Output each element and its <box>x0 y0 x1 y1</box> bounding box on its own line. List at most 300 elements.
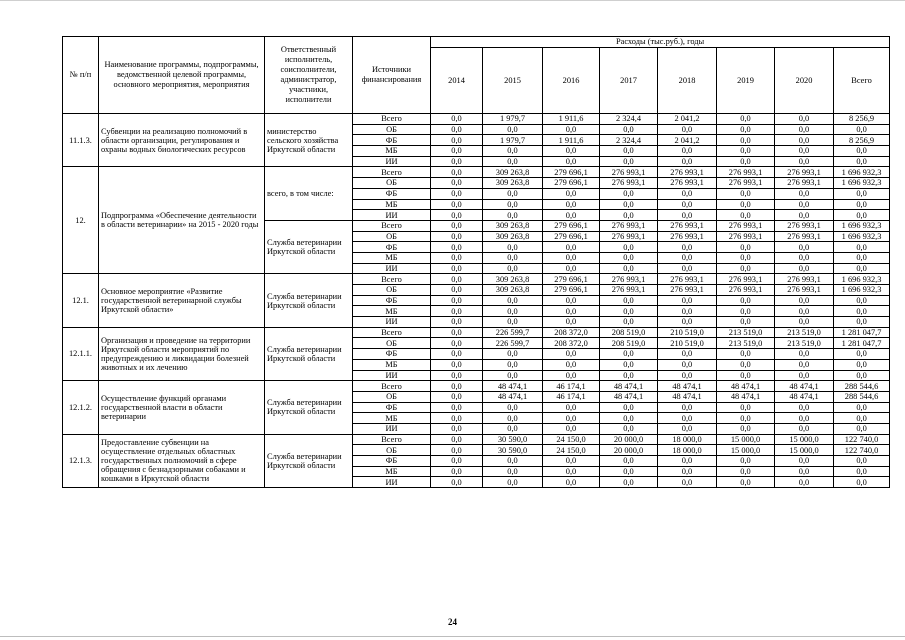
funding-source: Всего <box>353 274 431 285</box>
year-value: 276 993,1 <box>717 167 775 178</box>
total-value: 0,0 <box>834 242 890 253</box>
year-value: 0,0 <box>775 242 834 253</box>
year-value: 0,0 <box>717 466 775 477</box>
year-value: 0,0 <box>483 402 543 413</box>
year-value: 0,0 <box>775 402 834 413</box>
year-value: 0,0 <box>717 210 775 221</box>
year-value: 46 174,1 <box>543 381 600 392</box>
year-value: 0,0 <box>717 199 775 210</box>
year-value: 0,0 <box>431 167 483 178</box>
year-value: 48 474,1 <box>775 381 834 392</box>
year-value: 1 911,6 <box>543 135 600 146</box>
year-value: 0,0 <box>775 370 834 381</box>
year-value: 276 993,1 <box>600 178 658 189</box>
year-value: 309 263,8 <box>483 231 543 242</box>
year-value: 0,0 <box>431 210 483 221</box>
year-value: 0,0 <box>431 456 483 467</box>
year-value: 279 696,1 <box>543 231 600 242</box>
year-value: 0,0 <box>658 295 717 306</box>
year-value: 0,0 <box>483 349 543 360</box>
total-value: 288 544,6 <box>834 381 890 392</box>
year-value: 48 474,1 <box>717 381 775 392</box>
year-value: 208 519,0 <box>600 327 658 338</box>
year-value: 0,0 <box>431 220 483 231</box>
page-number: 24 <box>448 617 457 627</box>
year-value: 0,0 <box>543 263 600 274</box>
year-value: 0,0 <box>543 402 600 413</box>
year-value: 30 590,0 <box>483 445 543 456</box>
year-value: 0,0 <box>431 188 483 199</box>
year-value: 0,0 <box>717 306 775 317</box>
year-value: 276 993,1 <box>717 178 775 189</box>
header-year: 2020 <box>775 48 834 114</box>
item-number: 12. <box>63 167 99 274</box>
year-value: 276 993,1 <box>600 231 658 242</box>
year-value: 276 993,1 <box>658 167 717 178</box>
funding-source: ОБ <box>353 231 431 242</box>
funding-source: ФБ <box>353 349 431 360</box>
header-total: Всего <box>834 48 890 114</box>
year-value: 0,0 <box>658 306 717 317</box>
funding-source: МБ <box>353 413 431 424</box>
table-row <box>63 167 890 178</box>
funding-source: Всего <box>353 381 431 392</box>
year-value: 0,0 <box>431 466 483 477</box>
funding-source: Всего <box>353 434 431 445</box>
year-value: 0,0 <box>600 263 658 274</box>
year-value: 0,0 <box>717 156 775 167</box>
total-value: 0,0 <box>834 263 890 274</box>
year-value: 0,0 <box>431 114 483 125</box>
year-value: 0,0 <box>717 263 775 274</box>
total-value: 0,0 <box>834 402 890 413</box>
header-year: 2017 <box>600 48 658 114</box>
year-value: 0,0 <box>483 413 543 424</box>
year-value: 15 000,0 <box>775 434 834 445</box>
year-value: 0,0 <box>600 370 658 381</box>
funding-source: МБ <box>353 199 431 210</box>
year-value: 0,0 <box>717 359 775 370</box>
year-value: 213 519,0 <box>775 338 834 349</box>
year-value: 276 993,1 <box>658 178 717 189</box>
total-value: 288 544,6 <box>834 391 890 402</box>
table-row <box>63 274 890 285</box>
year-value: 0,0 <box>543 413 600 424</box>
year-value: 0,0 <box>600 210 658 221</box>
year-value: 0,0 <box>775 466 834 477</box>
year-value: 276 993,1 <box>658 285 717 296</box>
year-value: 210 519,0 <box>658 327 717 338</box>
header-num: № п/п <box>63 37 99 114</box>
table-row <box>63 327 890 338</box>
year-value: 20 000,0 <box>600 434 658 445</box>
year-value: 0,0 <box>658 359 717 370</box>
header-year: 2019 <box>717 48 775 114</box>
year-value: 0,0 <box>717 370 775 381</box>
year-value: 0,0 <box>658 477 717 488</box>
funding-source: ОБ <box>353 338 431 349</box>
year-value: 0,0 <box>658 156 717 167</box>
funding-source: МБ <box>353 252 431 263</box>
year-value: 2 041,2 <box>658 114 717 125</box>
total-value: 0,0 <box>834 146 890 157</box>
year-value: 0,0 <box>600 146 658 157</box>
year-value: 276 993,1 <box>717 231 775 242</box>
year-value: 0,0 <box>658 146 717 157</box>
year-value: 0,0 <box>431 178 483 189</box>
year-value: 0,0 <box>717 402 775 413</box>
year-value: 15 000,0 <box>717 445 775 456</box>
item-name: Осуществление функций органами государственной власти в области ветеринарии <box>99 381 265 434</box>
item-number: 12.1.2. <box>63 381 99 434</box>
year-value: 24 150,0 <box>543 445 600 456</box>
total-value: 1 696 932,3 <box>834 274 890 285</box>
year-value: 0,0 <box>483 456 543 467</box>
funding-source: ИИ <box>353 423 431 434</box>
item-number: 12.1.1. <box>63 327 99 380</box>
total-value: 0,0 <box>834 413 890 424</box>
year-value: 276 993,1 <box>775 178 834 189</box>
year-value: 276 993,1 <box>775 231 834 242</box>
year-value: 0,0 <box>717 423 775 434</box>
year-value: 279 696,1 <box>543 178 600 189</box>
year-value: 0,0 <box>431 274 483 285</box>
item-responsible: Служба ветеринарии Иркутской области <box>265 220 353 273</box>
year-value: 0,0 <box>658 188 717 199</box>
page-edge-top <box>0 0 905 1</box>
year-value: 309 263,8 <box>483 178 543 189</box>
year-value: 0,0 <box>543 210 600 221</box>
year-value: 15 000,0 <box>717 434 775 445</box>
item-name: Предоставление субвенции на осуществление отдельных областных государственных полномочий в сфере обращения с безнадзорными собаками и кошками в Иркутской области <box>99 434 265 487</box>
funding-source: ИИ <box>353 263 431 274</box>
year-value: 0,0 <box>717 242 775 253</box>
year-value: 0,0 <box>658 402 717 413</box>
year-value: 0,0 <box>658 252 717 263</box>
year-value: 0,0 <box>483 477 543 488</box>
item-number: 12.1. <box>63 274 99 327</box>
year-value: 0,0 <box>658 210 717 221</box>
year-value: 0,0 <box>717 317 775 328</box>
year-value: 0,0 <box>483 146 543 157</box>
year-value: 48 474,1 <box>483 381 543 392</box>
year-value: 0,0 <box>775 456 834 467</box>
year-value: 0,0 <box>431 317 483 328</box>
total-value: 0,0 <box>834 370 890 381</box>
year-value: 309 263,8 <box>483 285 543 296</box>
item-responsible: Служба ветеринарии Иркутской области <box>265 327 353 380</box>
year-value: 0,0 <box>543 306 600 317</box>
funding-source: МБ <box>353 146 431 157</box>
year-value: 0,0 <box>717 413 775 424</box>
year-value: 208 372,0 <box>543 327 600 338</box>
year-value: 0,0 <box>483 210 543 221</box>
year-value: 276 993,1 <box>775 220 834 231</box>
header-year: 2015 <box>483 48 543 114</box>
header-responsible: Ответственный исполнитель, соисполнители, администратор, участники, исполнители <box>265 37 353 114</box>
total-value: 0,0 <box>834 423 890 434</box>
year-value: 0,0 <box>600 402 658 413</box>
item-name: Основное мероприятие «Развитие государственной ветеринарной службы Иркутской области» <box>99 274 265 327</box>
funding-source: ОБ <box>353 285 431 296</box>
year-value: 48 474,1 <box>658 381 717 392</box>
total-value: 0,0 <box>834 199 890 210</box>
funding-source: Всего <box>353 220 431 231</box>
year-value: 0,0 <box>431 338 483 349</box>
year-value: 0,0 <box>600 456 658 467</box>
year-value: 309 263,8 <box>483 274 543 285</box>
year-value: 0,0 <box>600 306 658 317</box>
header-expenses: Расходы (тыс.руб.), годы <box>431 37 890 48</box>
item-responsible: всего, в том числе: <box>265 167 353 220</box>
funding-source: ФБ <box>353 402 431 413</box>
page-edge-bottom <box>0 636 905 637</box>
year-value: 0,0 <box>658 370 717 381</box>
funding-source: Всего <box>353 167 431 178</box>
total-value: 0,0 <box>834 359 890 370</box>
budget-table <box>62 36 890 488</box>
item-responsible: Служба ветеринарии Иркутской области <box>265 434 353 487</box>
year-value: 276 993,1 <box>600 285 658 296</box>
year-value: 276 993,1 <box>600 220 658 231</box>
year-value: 0,0 <box>431 231 483 242</box>
table-row <box>63 114 890 125</box>
year-value: 48 474,1 <box>775 391 834 402</box>
year-value: 0,0 <box>543 199 600 210</box>
year-value: 0,0 <box>717 456 775 467</box>
funding-source: ОБ <box>353 391 431 402</box>
year-value: 279 696,1 <box>543 285 600 296</box>
item-responsible: Служба ветеринарии Иркутской области <box>265 274 353 327</box>
year-value: 0,0 <box>600 199 658 210</box>
year-value: 1 979,7 <box>483 135 543 146</box>
funding-source: ФБ <box>353 456 431 467</box>
year-value: 0,0 <box>431 423 483 434</box>
year-value: 0,0 <box>717 135 775 146</box>
year-value: 0,0 <box>717 349 775 360</box>
funding-source: ИИ <box>353 210 431 221</box>
total-value: 0,0 <box>834 456 890 467</box>
year-value: 0,0 <box>483 295 543 306</box>
total-value: 8 256,9 <box>834 114 890 125</box>
year-value: 0,0 <box>431 156 483 167</box>
year-value: 0,0 <box>543 370 600 381</box>
year-value: 0,0 <box>775 252 834 263</box>
year-value: 0,0 <box>543 146 600 157</box>
year-value: 0,0 <box>717 252 775 263</box>
total-value: 1 696 932,3 <box>834 285 890 296</box>
total-value: 1 696 932,3 <box>834 178 890 189</box>
year-value: 0,0 <box>717 146 775 157</box>
year-value: 208 372,0 <box>543 338 600 349</box>
year-value: 0,0 <box>543 242 600 253</box>
year-value: 0,0 <box>775 263 834 274</box>
year-value: 0,0 <box>775 156 834 167</box>
table-header <box>63 37 890 114</box>
year-value: 0,0 <box>775 295 834 306</box>
year-value: 0,0 <box>658 466 717 477</box>
year-value: 0,0 <box>431 263 483 274</box>
year-value: 0,0 <box>483 242 543 253</box>
year-value: 0,0 <box>600 413 658 424</box>
year-value: 0,0 <box>431 252 483 263</box>
total-value: 1 281 047,7 <box>834 327 890 338</box>
year-value: 0,0 <box>775 146 834 157</box>
year-value: 0,0 <box>717 188 775 199</box>
year-value: 30 590,0 <box>483 434 543 445</box>
year-value: 0,0 <box>600 349 658 360</box>
year-value: 0,0 <box>543 477 600 488</box>
year-value: 0,0 <box>658 263 717 274</box>
year-value: 48 474,1 <box>600 391 658 402</box>
total-value: 0,0 <box>834 295 890 306</box>
year-value: 0,0 <box>431 199 483 210</box>
year-value: 0,0 <box>543 349 600 360</box>
year-value: 0,0 <box>658 349 717 360</box>
year-value: 24 150,0 <box>543 434 600 445</box>
year-value: 0,0 <box>431 445 483 456</box>
year-value: 0,0 <box>431 349 483 360</box>
year-value: 48 474,1 <box>658 391 717 402</box>
header-source: Источники финансирования <box>353 37 431 114</box>
funding-source: ФБ <box>353 242 431 253</box>
funding-source: Всего <box>353 327 431 338</box>
year-value: 0,0 <box>431 381 483 392</box>
year-value: 213 519,0 <box>717 338 775 349</box>
year-value: 20 000,0 <box>600 445 658 456</box>
year-value: 0,0 <box>483 306 543 317</box>
year-value: 0,0 <box>775 188 834 199</box>
year-value: 0,0 <box>717 114 775 125</box>
year-value: 276 993,1 <box>775 274 834 285</box>
year-value: 2 324,4 <box>600 135 658 146</box>
year-value: 0,0 <box>483 188 543 199</box>
year-value: 276 993,1 <box>600 167 658 178</box>
year-value: 1 911,6 <box>543 114 600 125</box>
year-value: 276 993,1 <box>600 274 658 285</box>
year-value: 0,0 <box>658 317 717 328</box>
year-value: 0,0 <box>600 124 658 135</box>
year-value: 0,0 <box>658 199 717 210</box>
year-value: 0,0 <box>775 359 834 370</box>
year-value: 0,0 <box>483 423 543 434</box>
year-value: 0,0 <box>600 317 658 328</box>
total-value: 0,0 <box>834 466 890 477</box>
year-value: 48 474,1 <box>483 391 543 402</box>
year-value: 0,0 <box>543 456 600 467</box>
year-value: 0,0 <box>658 413 717 424</box>
year-value: 0,0 <box>543 317 600 328</box>
year-value: 18 000,0 <box>658 445 717 456</box>
year-value: 0,0 <box>483 252 543 263</box>
year-value: 0,0 <box>658 456 717 467</box>
year-value: 0,0 <box>431 370 483 381</box>
year-value: 276 993,1 <box>775 167 834 178</box>
total-value: 1 696 932,3 <box>834 231 890 242</box>
funding-source: МБ <box>353 306 431 317</box>
year-value: 213 519,0 <box>717 327 775 338</box>
year-value: 0,0 <box>775 199 834 210</box>
total-value: 0,0 <box>834 477 890 488</box>
year-value: 0,0 <box>600 295 658 306</box>
funding-source: ОБ <box>353 445 431 456</box>
year-value: 213 519,0 <box>775 327 834 338</box>
item-name: Субвенции на реализацию полномочий в области организации, регулирования и охраны водных биологических ресурсов <box>99 114 265 167</box>
year-value: 0,0 <box>543 252 600 263</box>
total-value: 1 696 932,3 <box>834 220 890 231</box>
header-year: 2018 <box>658 48 717 114</box>
total-value: 8 256,9 <box>834 135 890 146</box>
total-value: 0,0 <box>834 317 890 328</box>
year-value: 0,0 <box>483 359 543 370</box>
year-value: 0,0 <box>600 156 658 167</box>
total-value: 0,0 <box>834 306 890 317</box>
year-value: 0,0 <box>775 349 834 360</box>
table-row <box>63 434 890 445</box>
year-value: 276 993,1 <box>658 220 717 231</box>
year-value: 276 993,1 <box>717 285 775 296</box>
year-value: 0,0 <box>543 359 600 370</box>
year-value: 0,0 <box>658 242 717 253</box>
year-value: 0,0 <box>775 124 834 135</box>
year-value: 0,0 <box>483 317 543 328</box>
year-value: 0,0 <box>658 124 717 135</box>
funding-source: ИИ <box>353 477 431 488</box>
year-value: 276 993,1 <box>658 274 717 285</box>
year-value: 0,0 <box>717 124 775 135</box>
year-value: 276 993,1 <box>717 220 775 231</box>
year-value: 0,0 <box>658 423 717 434</box>
year-value: 208 519,0 <box>600 338 658 349</box>
year-value: 226 599,7 <box>483 327 543 338</box>
year-value: 0,0 <box>431 242 483 253</box>
funding-source: МБ <box>353 359 431 370</box>
year-value: 0,0 <box>775 317 834 328</box>
year-value: 0,0 <box>483 263 543 274</box>
year-value: 0,0 <box>600 423 658 434</box>
year-value: 226 599,7 <box>483 338 543 349</box>
year-value: 0,0 <box>483 466 543 477</box>
funding-source: ФБ <box>353 188 431 199</box>
year-value: 2 324,4 <box>600 114 658 125</box>
year-value: 0,0 <box>775 477 834 488</box>
total-value: 0,0 <box>834 156 890 167</box>
year-value: 0,0 <box>543 124 600 135</box>
year-value: 0,0 <box>717 295 775 306</box>
year-value: 0,0 <box>431 359 483 370</box>
year-value: 0,0 <box>483 370 543 381</box>
year-value: 0,0 <box>600 477 658 488</box>
year-value: 0,0 <box>600 252 658 263</box>
year-value: 0,0 <box>600 188 658 199</box>
total-value: 1 696 932,3 <box>834 167 890 178</box>
item-responsible: министерство сельского хозяйства Иркутской области <box>265 114 353 167</box>
funding-source: ОБ <box>353 124 431 135</box>
item-number: 11.1.3. <box>63 114 99 167</box>
year-value: 0,0 <box>431 146 483 157</box>
total-value: 1 281 047,7 <box>834 338 890 349</box>
funding-source: ОБ <box>353 178 431 189</box>
year-value: 0,0 <box>483 124 543 135</box>
year-value: 0,0 <box>543 466 600 477</box>
year-value: 48 474,1 <box>600 381 658 392</box>
year-value: 48 474,1 <box>717 391 775 402</box>
year-value: 0,0 <box>483 199 543 210</box>
funding-source: ИИ <box>353 317 431 328</box>
total-value: 0,0 <box>834 124 890 135</box>
year-value: 0,0 <box>600 466 658 477</box>
funding-source: ИИ <box>353 370 431 381</box>
